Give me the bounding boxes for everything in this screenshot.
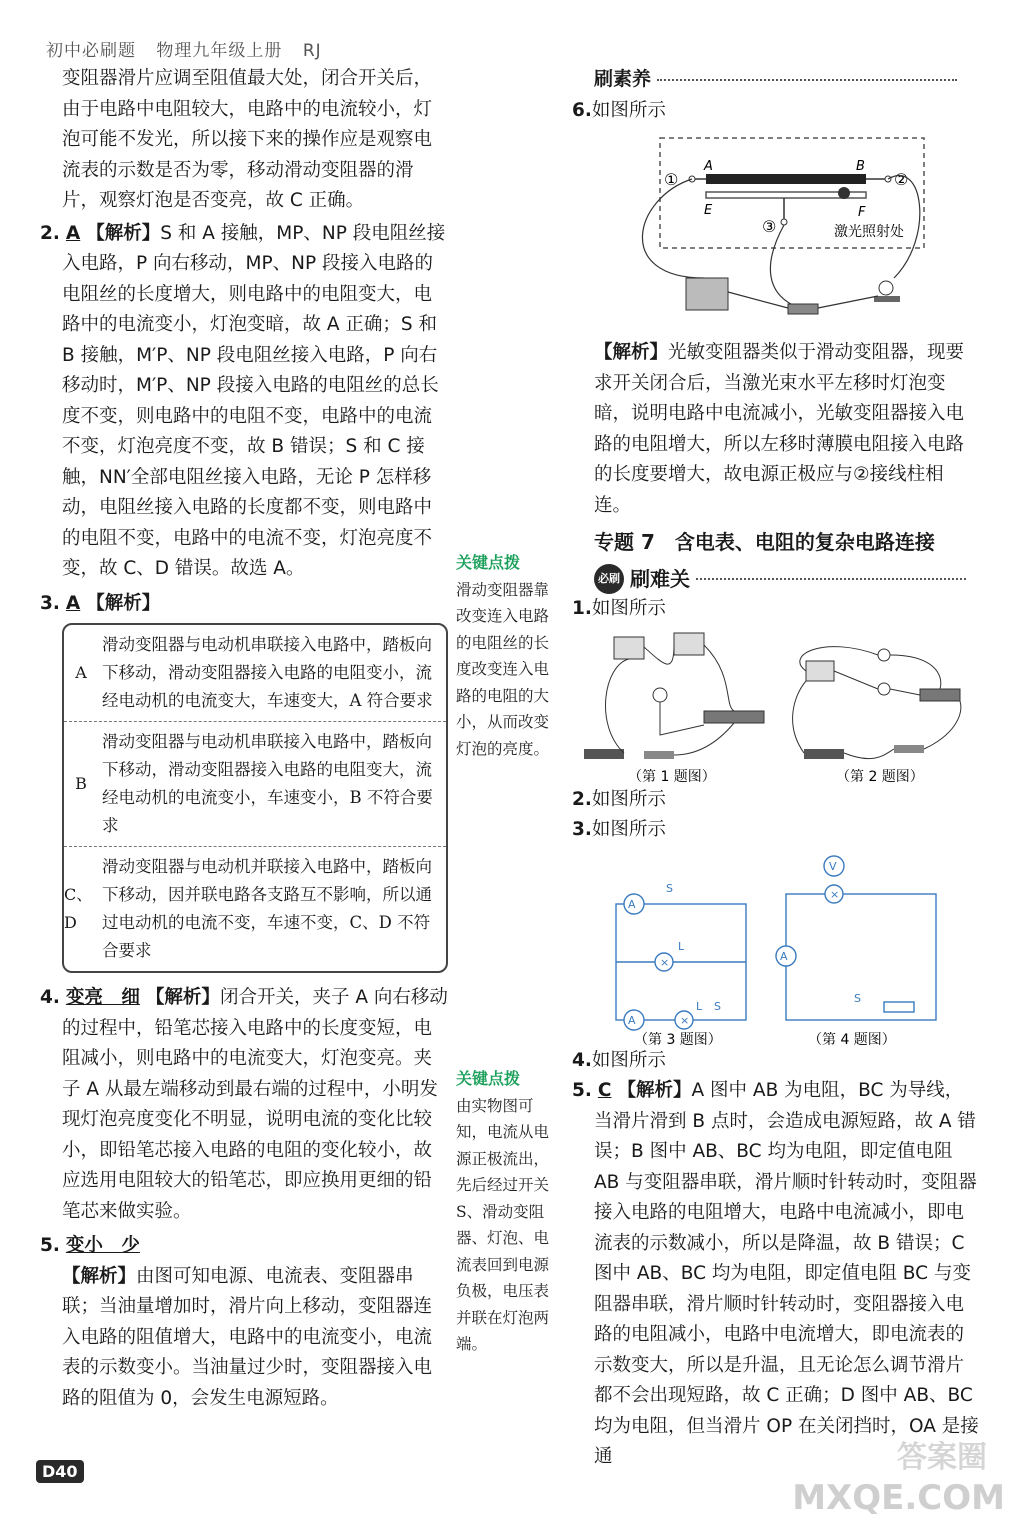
topic-title: 专题 7 含电表、电阻的复杂电路连接 [594, 530, 935, 554]
q4-block [40, 983, 448, 1227]
book-title: 初中必刷题 [46, 41, 136, 61]
table-row [64, 625, 446, 722]
right-column [572, 64, 980, 1473]
terminal-1: ① [664, 170, 679, 189]
terminal-2: ② [894, 170, 909, 189]
q6-text: 如图所示 [591, 99, 666, 121]
label-F: F [858, 205, 866, 220]
q4-answer: 变亮 细 [65, 987, 140, 1008]
q3-tag: 【解析】 [86, 592, 161, 614]
voltmeter-icon [674, 633, 704, 655]
laser-label: 激光照射处 [834, 224, 904, 240]
fig1-caption: （第 1 题图） [628, 768, 716, 785]
q2-number: 2. [40, 222, 60, 244]
hard-section-title: 刷难关 [630, 566, 690, 591]
hard-section [594, 564, 980, 595]
rheostat-icon [704, 711, 764, 723]
q2-block [40, 219, 448, 585]
svg-text:×: × [660, 955, 670, 969]
row-label: A [75, 663, 87, 682]
r4-text: 如图所示 [591, 1049, 666, 1071]
q5-text: 由图可知电源、电流表、变阻器串联；当油量增加时，滑片向上移动，变阻器连入电路的阻值增大，电路中的电流变小，电流表的示数变小。当油量过少时，变阻器接入电路的阻值为 0，会发生电源短路。 [62, 1265, 433, 1409]
q2-tag: 【解析】 [86, 222, 161, 244]
q1-tail: 变阻器滑片应调至阻值最大处，闭合开关后，由于电路中电阻较大，电路中的电流较小，灯泡可能不发光，所以接下来的操作应是观察电流表的示数是否为零，移动滑动变阻器的滑片，观察灯泡是否变亮，故 C 正确。 [62, 68, 433, 211]
r5-tag: 【解析】 [617, 1080, 692, 1101]
table-row [64, 847, 446, 971]
battery-icon [686, 278, 728, 310]
r3-number: 3. [572, 819, 592, 840]
label-E: E [704, 203, 713, 218]
r1-text: 如图所示 [591, 598, 666, 619]
r1-number: 1. [572, 598, 592, 619]
svg-text:S: S [854, 991, 861, 1005]
r2-line [572, 785, 980, 816]
q3-answer: A [65, 592, 81, 614]
q5-answer: 变小 少 [65, 1235, 140, 1256]
key-point-2-text: 由实物图可知，电流从电源正极流出，先后经过开关 S、滑动变阻器、灯泡、电流表回到电源负极，电压表并联在灯泡两端。 [456, 1096, 550, 1353]
label-B: B [856, 159, 865, 174]
svg-text:A: A [628, 897, 636, 911]
svg-text:A: A [780, 949, 788, 963]
section-title: 刷素养 [594, 68, 652, 90]
q5-block [40, 1231, 448, 1414]
q3-block [40, 589, 448, 620]
q6-line [572, 96, 980, 127]
battery-icon [584, 749, 624, 759]
watermark: MXQE.COM [792, 1478, 1005, 1518]
key-point-1-text: 滑动变阻器靠改变连入电路的电阻丝的长度改变连入电路的电阻的大小，从而改变灯泡的亮度。 [456, 580, 550, 758]
q3-table [62, 623, 448, 973]
q4-number: 4. [40, 987, 60, 1008]
bulb-icon [653, 688, 667, 702]
fig2-caption: （第 2 题图） [836, 768, 924, 785]
q6-analysis-text: 光敏变阻器类似于滑动变阻器，现要求开关闭合后，当激光束水平左移时灯泡变暗，说明电路中电流减小，光敏变阻器接入电路的电阻增大，所以左移时薄膜电阻接入电路的长度要增大，故电源正极应与②接线柱相连。 [594, 342, 965, 516]
section-header [594, 64, 980, 96]
page-number: D40 [36, 1460, 84, 1483]
q3-number: 3. [40, 592, 60, 614]
q2-text: S 和 A 接触，MP、NP 段电阻丝接入电路，P 向右移动，MP、NP 段接入电路的电阻丝的长度增大，则电路中的电阻变大，电路中的电流变小，灯泡变暗，故 A 正确；S 和 B 接触，M′P、NP 段电阻丝接入电路，P 向右移动时，M′P、NP 段接入电路的电阻丝的总长度不变，则电路中的电阻不变，电路中的电流不变，灯泡亮度不变，故 B 错误；S 和 C 接触，NN′全部电阻丝接入电路，无论 P 怎样移动，电阻丝接入电路的长度都不变，则电路中的电阻不变，电路中的电流不变，灯泡亮度不变，故 C、D 错误。故选 A。 [62, 222, 446, 579]
ammeter-icon [614, 637, 644, 659]
figures-3-4 [574, 846, 974, 1046]
label-A: A [704, 159, 713, 174]
q6-analysis-tag: 【解析】 [594, 342, 669, 363]
row-label: B [75, 774, 87, 793]
r2-number: 2. [572, 788, 592, 810]
bulb-icon [879, 281, 893, 295]
q6-number: 6. [572, 99, 592, 121]
key-point-1-title: 关键点拨 [456, 553, 521, 572]
key-point-2-title: 关键点拨 [456, 1069, 521, 1088]
switch-icon [644, 751, 674, 759]
svg-text:×: × [830, 887, 840, 901]
q4-tag: 【解析】 [145, 987, 220, 1008]
q6-analysis [594, 338, 980, 521]
edition: RJ [302, 41, 322, 61]
badge-icon: 必刷 [594, 564, 624, 594]
r5-block [572, 1076, 980, 1473]
row-text: 滑动变阻器与电动机串联接入电路中，踏板向下移动，滑动变阻器接入电路的电阻变小，流经电动机的电流变大，车速变大，A 符合要求 [102, 635, 433, 710]
svg-text:L: L [678, 939, 685, 953]
row-text: 滑动变阻器与电动机串联接入电路中，踏板向下移动，滑动变阻器接入电路的电阻变大，流经电动机的电流变小，车速变小，B 不符合要求 [102, 732, 433, 835]
switch-icon [788, 304, 818, 314]
q5-tag: 【解析】 [62, 1265, 137, 1287]
svg-text:×: × [680, 1013, 690, 1027]
running-header [46, 36, 336, 61]
r3-line [572, 815, 980, 846]
q2-answer: A [65, 222, 81, 244]
svg-text:S: S [714, 999, 721, 1013]
r4-number: 4. [572, 1049, 592, 1071]
svg-text:S: S [666, 881, 673, 895]
row-label: C、D [64, 885, 93, 932]
row-text: 滑动变阻器与电动机并联接入电路中，踏板向下移动，因并联电路各支路互不影响，所以通过电动机的电流不变，车速不变，C、D 不符合要求 [102, 857, 432, 960]
figures-1-2 [574, 625, 974, 785]
svg-text:A: A [628, 1013, 636, 1027]
key-point-1 [456, 550, 556, 762]
left-column [40, 64, 448, 1414]
subject-title: 物理九年级上册 [156, 41, 283, 61]
r5-number: 5. [572, 1080, 592, 1101]
svg-text:V: V [829, 859, 837, 873]
key-point-2 [456, 1066, 556, 1358]
r5-text: A 图中 AB 为电阻，BC 为导线，当滑片滑到 B 点时，会造成电源短路，故 A 错误；B 图中 AB、BC 均为电阻，即定值电阻 AB 与变阻器串联，滑片顺时针转动时，变阻器接入电路的电阻增大，电路中电流减小，即电流表的示数减小，所以是降温，故 B 错误；C 图中 AB、BC 均为电阻，即定值电阻 BC 与变阻器串联，滑片顺时针转动时，变阻器接入电路的电阻减小，电路中电流增大，即电流表的示数变大，所以是升温，且无论怎么调节滑片都不会出现短路，故 C 正确；D 图中 AB、BC 均为电阻，但当滑片 OP 在关闭挡时，OA 是接通 [594, 1080, 979, 1467]
svg-text:L: L [696, 999, 703, 1013]
r3-text: 如图所示 [591, 819, 666, 840]
r2-text: 如图所示 [591, 788, 666, 810]
r4-line [572, 1046, 980, 1077]
r5-answer: C [597, 1080, 612, 1101]
terminal-3: ③ [762, 217, 777, 236]
q5-number: 5. [40, 1235, 60, 1256]
figure-6 [594, 128, 974, 338]
fig3-caption: （第 3 题图） [634, 1031, 722, 1046]
fig4-caption: （第 4 题图） [808, 1031, 896, 1046]
q4-text: 闭合开关，夹子 A 向右移动的过程中，铅笔芯接入电路中的长度变短，电阻减小，则电路中的电流变大，灯泡变亮。夹子 A 从最左端移动到最右端的过程中，小明发现灯泡亮度变化不明显，说明电流的变化比较小，即铅笔芯接入电路的电阻的变化较小，故应选用电阻较大的铅笔芯，即应换用更细的铅笔芯来做实验。 [62, 987, 448, 1222]
table-row [64, 722, 446, 847]
r1-line [572, 594, 980, 625]
watermark-logo: 答案圈 [897, 1440, 987, 1475]
